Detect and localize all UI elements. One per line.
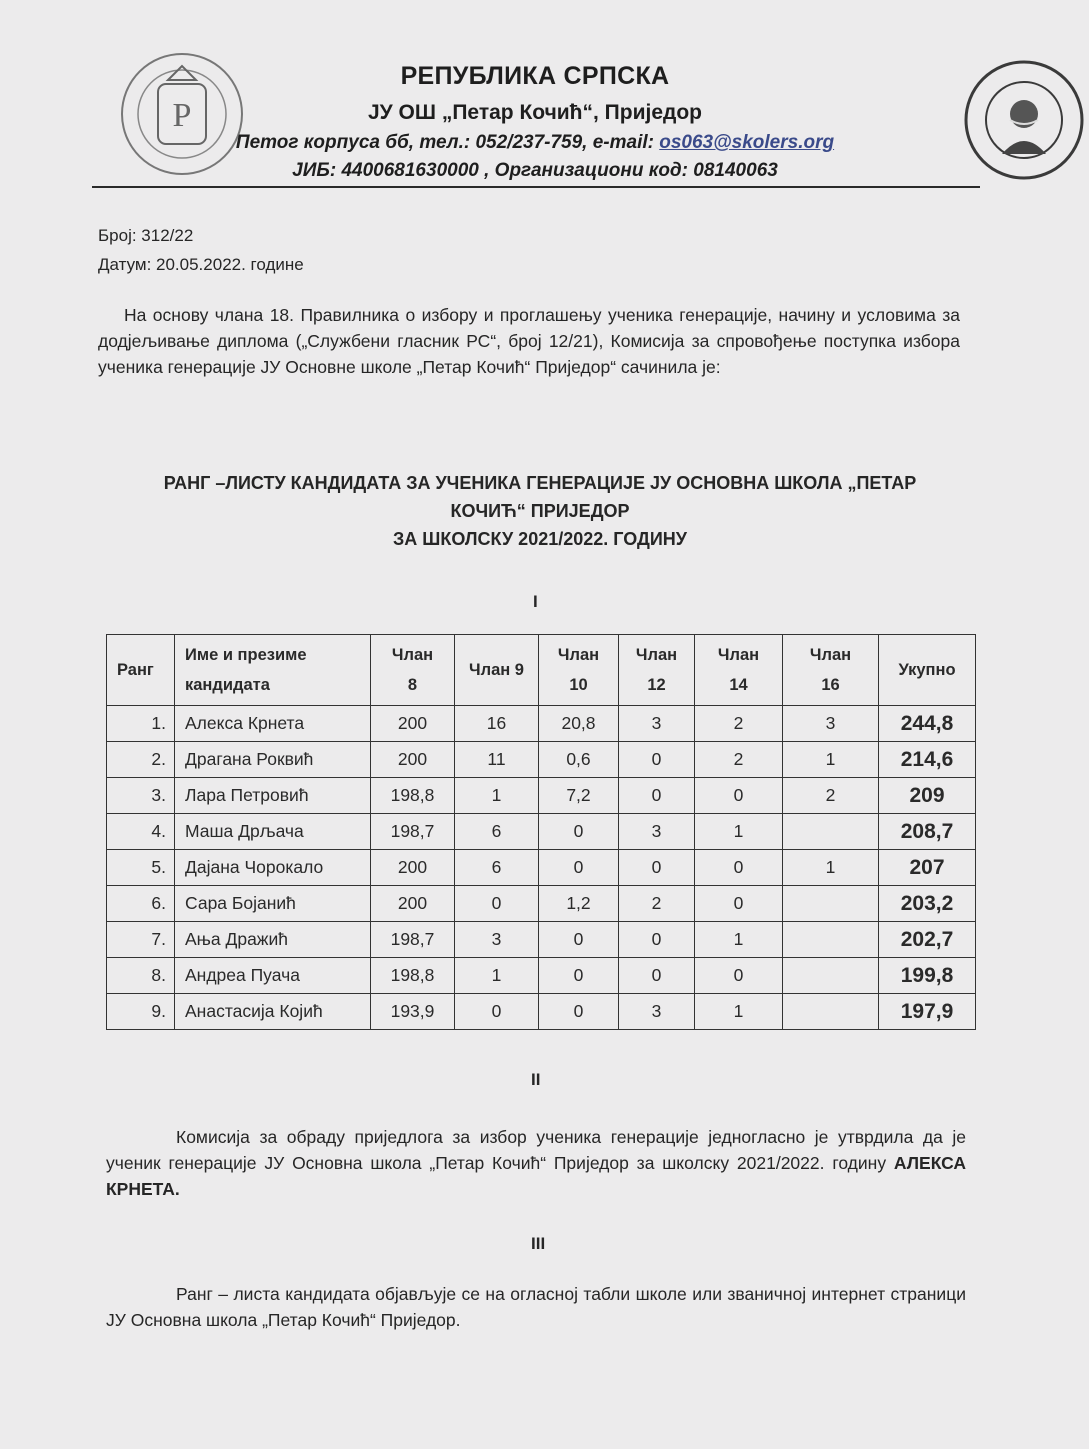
table-cell: Драгана Роквић [175,742,371,778]
table-row [107,994,976,1030]
table-cell: 6 [455,814,539,850]
table-cell: 200 [371,850,455,886]
table-cell: Сара Бојанић [175,886,371,922]
table-cell: 1 [455,778,539,814]
column-header-text: кандидата [185,676,270,694]
table-cell: 2. [107,742,175,778]
table-cell: 1. [107,706,175,742]
table-cell: 3 [619,706,695,742]
school-seal-icon [962,58,1086,182]
table-cell: Дајана Чорокало [175,850,371,886]
column-header [455,635,539,706]
table-cell: Маша Дрљача [175,814,371,850]
table-cell: 1 [695,814,783,850]
table-cell: 198,8 [371,778,455,814]
table-cell: 198,7 [371,814,455,850]
table-cell: 197,9 [879,994,976,1030]
document-number: Број: 312/22 [98,226,194,245]
table-cell: 11 [455,742,539,778]
table-cell: 2 [783,778,879,814]
table-cell: 0 [695,886,783,922]
table-cell: 1 [695,994,783,1030]
table-cell: Ања Дражић [175,922,371,958]
title-line-2: КОЧИЋ“ ПРИЈЕДОР [450,501,630,521]
school-heading: ЈУ ОШ „Петар Кочић“, Приједор [367,101,703,124]
table-cell: 3 [619,814,695,850]
table-cell: 0 [539,958,619,994]
column-header-text: Укупно [898,661,956,679]
table-cell: 200 [371,742,455,778]
table-cell: 199,8 [879,958,976,994]
table-cell: 202,7 [879,922,976,958]
table-cell: Алекса Крнета [175,706,371,742]
publication-paragraph: Ранг – листа кандидата објављује се на огласној табли школе или званичној интернет страници ЈУ Основна школа „Петар Кочић“ Приједор. [106,1284,966,1330]
column-header-text: 8 [407,676,418,694]
table-cell: 0 [455,886,539,922]
table-cell: 209 [879,778,976,814]
table-cell: 198,8 [371,958,455,994]
table-cell: 1 [455,958,539,994]
ranking-table [106,634,976,1030]
table-cell: Лара Петровић [175,778,371,814]
table-cell: 0 [539,814,619,850]
table-row [107,850,976,886]
table-cell: Андреа Пуача [175,958,371,994]
table-cell: 2 [695,742,783,778]
column-header [371,635,455,706]
table-cell: Анастасија Којић [175,994,371,1030]
table-cell: 0 [455,994,539,1030]
table-cell: 0 [539,994,619,1030]
winner-name: АЛЕКСА КРНЕТА. [106,1153,966,1199]
table-cell [783,994,879,1030]
table-header-row [107,635,976,706]
header-divider [92,186,980,188]
document-date: Датум: 20.05.2022. године [98,255,304,274]
table-cell: 3. [107,778,175,814]
table-cell: 5. [107,850,175,886]
table-cell: 0 [695,850,783,886]
column-header [783,635,879,706]
table-cell: 0 [619,922,695,958]
table-row [107,958,976,994]
table-cell: 16 [455,706,539,742]
table-cell: 0 [539,922,619,958]
table-cell: 20,8 [539,706,619,742]
table-cell: 4. [107,814,175,850]
column-header-text: 16 [821,676,840,694]
table-cell: 203,2 [879,886,976,922]
table-cell: 6. [107,886,175,922]
column-header-text: Члан [391,646,434,664]
column-header [619,635,695,706]
table-cell: 1,2 [539,886,619,922]
column-header [107,635,175,706]
address-text: Петог корпуса бб, тел.: 052/237-759, e-mail: [235,132,660,153]
table-cell: 200 [371,886,455,922]
table-cell: 0 [619,958,695,994]
decision-paragraph [106,1124,966,1202]
table-cell: 2 [619,886,695,922]
table-cell: 0 [619,742,695,778]
column-header-text: 10 [569,676,588,694]
table-cell: 200 [371,706,455,742]
column-header [695,635,783,706]
table-cell: 1 [783,850,879,886]
ids-line: ЈИБ: 4400681630000 , Организациони код: 08140063 [292,160,778,181]
table-cell [783,958,879,994]
table-cell: 193,9 [371,994,455,1030]
column-header-text: Члан [635,646,678,664]
table-cell [783,922,879,958]
table-row [107,814,976,850]
email-link[interactable]: os063@skolers.org [659,132,835,153]
table-cell: 8. [107,958,175,994]
document-title [110,469,970,553]
table-row [107,886,976,922]
table-cell: 0 [619,850,695,886]
table-cell: 9. [107,994,175,1030]
table-cell: 6 [455,850,539,886]
table-cell: 3 [455,922,539,958]
table-body [107,706,976,1030]
table-cell: 0 [539,850,619,886]
table-cell: 0 [695,778,783,814]
intro-paragraph: На основу члана 18. Правилника о избору и проглашењу ученика генерације, начину и условима за додјељивање диплома („Службени гласник РС“, број 12/21), Комисија за спровођење поступка избора ученика генерације ЈУ Основне школе „Петар Кочић“ Приједор“ сачинила је: [98,305,960,377]
decision-text: Комисија за обраду приједлога за избор ученика генерације једногласно је утврдила да је ученик генерације ЈУ Основна школа „Петар Кочић“ Приједор за школску 2021/2022. годину [106,1127,966,1173]
table-row [107,742,976,778]
title-line-1: РАНГ –ЛИСТУ КАНДИДАТА ЗА УЧЕНИКА ГЕНЕРАЦИЈЕ ЈУ ОСНОВНА ШКОЛА „ПЕТАР [163,473,917,493]
column-header-text: Име и презиме [185,646,307,664]
table-cell: 214,6 [879,742,976,778]
table-cell [783,886,879,922]
table-cell: 7. [107,922,175,958]
column-header-text: Члан [557,646,600,664]
table-cell [783,814,879,850]
table-cell: 2 [695,706,783,742]
table-cell: 244,8 [879,706,976,742]
table-row [107,922,976,958]
table-row [107,778,976,814]
column-header [175,635,371,706]
table-cell: 7,2 [539,778,619,814]
table-cell: 1 [695,922,783,958]
title-line-3: ЗА ШКОЛСКУ 2021/2022. ГОДИНУ [393,529,687,549]
column-header [539,635,619,706]
column-header-text: 12 [647,676,666,694]
column-header-text: 14 [729,676,748,694]
table-cell: 3 [619,994,695,1030]
table-cell: 198,7 [371,922,455,958]
column-header-text: Члан [717,646,760,664]
svg-text:P: P [172,97,192,134]
table-row [107,706,976,742]
section-1-label: I [533,592,538,611]
table-cell: 207 [879,850,976,886]
table-cell: 0,6 [539,742,619,778]
column-header-text: Члан 9 [469,661,524,679]
section-2-label: II [531,1070,541,1089]
table-cell: 1 [783,742,879,778]
contact-line [200,132,870,154]
column-header [879,635,976,706]
column-header-text: Ранг [117,661,154,679]
section-3-label: III [531,1234,546,1253]
table-cell: 3 [783,706,879,742]
table-cell: 0 [695,958,783,994]
column-header-text: Члан [809,646,852,664]
table-cell: 0 [619,778,695,814]
republic-heading: РЕПУБЛИКА СРПСКА [400,62,670,90]
table-cell: 208,7 [879,814,976,850]
